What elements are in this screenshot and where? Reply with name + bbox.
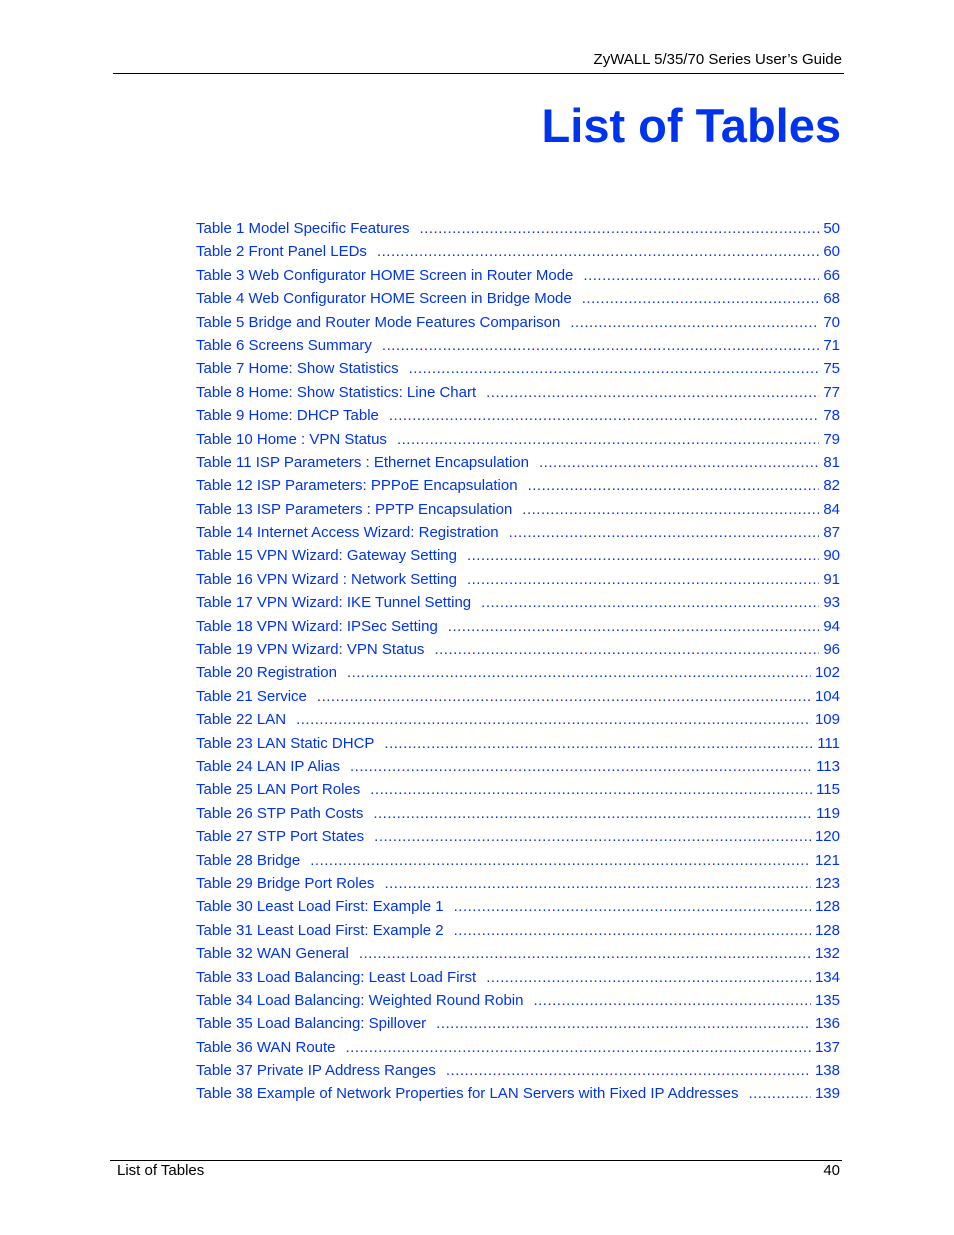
dot-leader <box>377 240 819 263</box>
dot-leader <box>454 895 811 918</box>
toc-entry-link[interactable] <box>196 544 840 567</box>
toc-entry-page-number: 109 <box>814 711 840 729</box>
dot-leader <box>389 404 819 427</box>
toc-entry-label: Table 3 Web Configurator HOME Screen in Router Mode <box>196 266 574 284</box>
dot-leader <box>467 544 819 567</box>
toc-entry-page-number: 121 <box>814 851 840 869</box>
toc-entry-label: Table 9 Home: DHCP Table <box>196 407 379 425</box>
dot-leader <box>374 825 811 848</box>
toc-entry-label: Table 29 Bridge Port Roles <box>196 874 375 892</box>
toc-entry-link[interactable] <box>196 849 840 872</box>
toc-entry-page-number: 138 <box>814 1062 840 1080</box>
toc-entry-link[interactable] <box>196 661 840 684</box>
toc-entry-label: Table 28 Bridge <box>196 851 301 869</box>
dot-leader <box>384 732 813 755</box>
toc-entry-label: Table 11 ISP Parameters : Ethernet Encapsulation <box>196 453 529 471</box>
toc-entry-page-number: 84 <box>823 500 840 518</box>
toc-entry-link[interactable] <box>196 685 840 708</box>
toc-entry-label: Table 30 Least Load First: Example 1 <box>196 898 444 916</box>
toc-entry-link[interactable] <box>196 732 840 755</box>
dot-leader <box>310 849 811 872</box>
toc-entry-link[interactable] <box>196 240 840 263</box>
dot-leader <box>397 428 819 451</box>
toc-entry-page-number: 50 <box>823 220 840 237</box>
dot-leader <box>533 989 811 1012</box>
toc-entry-page-number: 119 <box>816 804 840 822</box>
toc-entry-link[interactable] <box>196 638 840 661</box>
toc-entry-link[interactable] <box>196 311 840 334</box>
toc-entry-page-number: 87 <box>823 524 840 542</box>
dot-leader <box>486 381 819 404</box>
dot-leader <box>370 778 812 801</box>
toc-entry-label: Table 25 LAN Port Roles <box>196 781 361 799</box>
toc-entry-link[interactable] <box>196 615 840 638</box>
toc-entry-page-number: 81 <box>823 453 840 471</box>
toc-entry-link[interactable] <box>196 1036 840 1059</box>
toc-entry-page-number: 77 <box>823 383 840 401</box>
toc-entry-page-number: 128 <box>814 898 840 916</box>
toc-entry-label: Table 34 Load Balancing: Weighted Round Robin <box>196 991 524 1009</box>
toc-entry-label: Table 13 ISP Parameters : PPTP Encapsulation <box>196 500 513 518</box>
toc-entry-label: Table 23 LAN Static DHCP <box>196 734 375 752</box>
toc-entry-link[interactable] <box>196 872 840 895</box>
dot-leader <box>382 334 819 357</box>
dot-leader <box>583 264 819 287</box>
toc-entry-link[interactable] <box>196 521 840 544</box>
toc-entry-page-number: 136 <box>814 1015 840 1033</box>
toc-entry-label: Table 1 Model Specific Features <box>196 220 410 237</box>
toc-entry-page-number: 68 <box>823 290 840 308</box>
toc-entry-label: Table 17 VPN Wizard: IKE Tunnel Setting <box>196 594 472 612</box>
toc-entry-label: Table 8 Home: Show Statistics: Line Chart <box>196 383 477 401</box>
toc-entry-link[interactable] <box>196 1059 840 1082</box>
dot-leader <box>528 474 820 497</box>
toc-entry-link[interactable] <box>196 966 840 989</box>
toc-entry-link[interactable] <box>196 334 840 357</box>
toc-entry-link[interactable] <box>196 778 840 801</box>
dot-leader <box>436 1012 811 1035</box>
dot-leader <box>446 1059 811 1082</box>
toc-entry-label: Table 32 WAN General <box>196 945 349 963</box>
dot-leader <box>582 287 820 310</box>
toc-entry-page-number: 139 <box>814 1085 840 1103</box>
toc-entry-page-number: 113 <box>816 757 840 775</box>
toc-entry-label: Table 2 Front Panel LEDs <box>196 243 367 261</box>
toc-entry-link[interactable] <box>196 264 840 287</box>
toc-entry-link[interactable] <box>196 498 840 521</box>
toc-entry-page-number: 102 <box>814 664 840 682</box>
toc-entry-link[interactable] <box>196 287 840 310</box>
header-rule <box>113 73 844 74</box>
toc-entry-page-number: 115 <box>816 781 840 799</box>
toc-entry-link[interactable] <box>196 568 840 591</box>
toc-entry-link[interactable] <box>196 802 840 825</box>
toc-entry-label: Table 22 LAN <box>196 711 287 729</box>
toc-entry-label: Table 20 Registration <box>196 664 337 682</box>
toc-entry-link[interactable] <box>196 474 840 497</box>
toc-entry-label: Table 24 LAN IP Alias <box>196 757 340 775</box>
dot-leader <box>346 1036 811 1059</box>
toc-entry-link[interactable] <box>196 895 840 918</box>
dot-leader <box>486 966 811 989</box>
dot-leader <box>467 568 819 591</box>
toc-entry-page-number: 120 <box>814 828 840 846</box>
toc-entry-page-number: 132 <box>814 945 840 963</box>
toc-entry-page-number: 82 <box>823 477 840 495</box>
toc-entry-label: Table 19 VPN Wizard: VPN Status <box>196 641 425 659</box>
toc-entry-page-number: 128 <box>814 921 840 939</box>
dot-leader <box>454 919 811 942</box>
toc-entry-link[interactable] <box>196 1082 840 1105</box>
toc-entry-link[interactable] <box>196 357 840 380</box>
toc-entry-label: Table 36 WAN Route <box>196 1038 336 1056</box>
dot-leader <box>317 685 811 708</box>
toc-entry-link[interactable] <box>196 755 840 778</box>
dot-leader <box>350 755 812 778</box>
dot-leader <box>448 615 820 638</box>
toc-entry-link[interactable] <box>196 708 840 731</box>
toc-entry-page-number: 66 <box>823 266 840 284</box>
toc-entry-link[interactable] <box>196 404 840 427</box>
toc-entry-link[interactable] <box>196 428 840 451</box>
toc-entry-page-number: 96 <box>823 641 840 659</box>
toc-entry-label: Table 15 VPN Wizard: Gateway Setting <box>196 547 457 565</box>
toc-entry-label: Table 18 VPN Wizard: IPSec Setting <box>196 617 438 635</box>
dot-leader <box>481 591 819 614</box>
dot-leader <box>570 311 819 334</box>
dot-leader <box>522 498 819 521</box>
toc-entry-label: Table 31 Least Load First: Example 2 <box>196 921 444 939</box>
toc-entry-page-number: 91 <box>823 570 840 588</box>
toc-entry-label: Table 38 Example of Network Properties for LAN Servers with Fixed IP Addresses <box>196 1085 739 1103</box>
dot-leader <box>409 357 820 380</box>
toc-entry-page-number: 123 <box>814 874 840 892</box>
toc-entry-page-number: 94 <box>823 617 840 635</box>
toc-entry-label: Table 12 ISP Parameters: PPPoE Encapsulation <box>196 477 518 495</box>
footer-section-name: List of Tables <box>117 1162 205 1179</box>
toc-entry-label: Table 21 Service <box>196 687 307 705</box>
dot-leader <box>347 661 811 684</box>
dot-leader <box>419 217 819 240</box>
toc-entry-label: Table 5 Bridge and Router Mode Features Comparison <box>196 313 561 331</box>
toc-entry-page-number: 134 <box>814 968 840 986</box>
toc-entry-page-number: 75 <box>823 360 840 378</box>
dot-leader <box>359 942 811 965</box>
toc-entry-page-number: 79 <box>823 430 840 448</box>
running-header-title: ZyWALL 5/35/70 Series User’s Guide <box>593 51 842 68</box>
toc-entry-page-number: 71 <box>823 336 840 354</box>
toc-entry-link[interactable] <box>196 942 840 965</box>
toc-entry-link[interactable] <box>196 919 840 942</box>
toc-entry-page-number: 70 <box>823 313 840 331</box>
toc-entry-label: Table 10 Home : VPN Status <box>196 430 387 448</box>
toc-entry-label: Table 7 Home: Show Statistics <box>196 360 399 378</box>
toc-entry-link[interactable] <box>196 591 840 614</box>
toc-entry-label: Table 35 Load Balancing: Spillover <box>196 1015 427 1033</box>
toc-entry-link[interactable] <box>196 989 840 1012</box>
toc-entry-link[interactable] <box>196 381 840 404</box>
table-of-contents <box>196 217 840 1106</box>
footer-rule <box>110 1160 842 1161</box>
toc-entry-label: Table 4 Web Configurator HOME Screen in Bridge Mode <box>196 290 572 308</box>
toc-entry-page-number: 111 <box>817 734 840 752</box>
dot-leader <box>296 708 811 731</box>
dot-leader <box>539 451 819 474</box>
toc-entry-page-number: 60 <box>823 243 840 261</box>
footer-page-number: 40 <box>823 1162 840 1179</box>
toc-entry-link[interactable] <box>196 451 840 474</box>
dot-leader <box>434 638 819 661</box>
dot-leader <box>373 802 812 825</box>
toc-entry-label: Table 27 STP Port States <box>196 828 365 846</box>
toc-entry-label: Table 26 STP Path Costs <box>196 804 364 822</box>
page-title: List of Tables <box>541 99 841 152</box>
dot-leader <box>509 521 820 544</box>
toc-entry-label: Table 33 Load Balancing: Least Load First <box>196 968 477 986</box>
toc-entry-label: Table 37 Private IP Address Ranges <box>196 1062 436 1080</box>
dot-leader <box>384 872 811 895</box>
toc-entry-link[interactable] <box>196 825 840 848</box>
toc-entry-link[interactable] <box>196 217 840 240</box>
toc-entry-page-number: 90 <box>823 547 840 565</box>
toc-entry-label: Table 6 Screens Summary <box>196 336 372 354</box>
toc-entry-label: Table 14 Internet Access Wizard: Registration <box>196 524 499 542</box>
toc-entry-page-number: 135 <box>814 991 840 1009</box>
dot-leader <box>748 1082 811 1105</box>
toc-entry-page-number: 93 <box>823 594 840 612</box>
toc-entry-label: Table 16 VPN Wizard : Network Setting <box>196 570 457 588</box>
toc-entry-page-number: 104 <box>814 687 840 705</box>
toc-entry-link[interactable] <box>196 1012 840 1035</box>
toc-entry-page-number: 137 <box>814 1038 840 1056</box>
toc-entry-page-number: 78 <box>823 407 840 425</box>
